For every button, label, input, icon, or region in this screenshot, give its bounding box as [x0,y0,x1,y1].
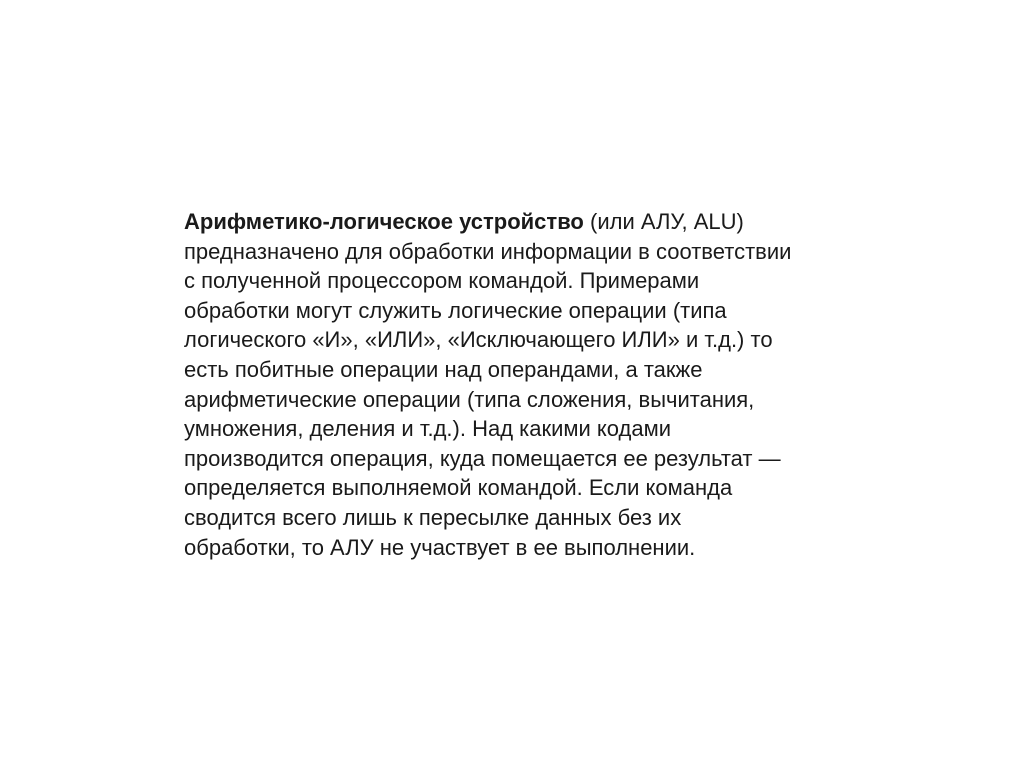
paragraph-line-1 [184,207,864,237]
paragraph-line-7: арифметические операции (типа сложения, вычитания, [184,386,755,412]
term-aside: (или АЛУ, ALU) [583,209,744,234]
paragraph-line-5: логического «И», «ИЛИ», «Исключающего ИЛИ» и т.д.) то [184,327,773,353]
paragraph-line-2: предназначено для обработки информации в соответствии [184,238,792,264]
paragraph-line-9: производится операция, куда помещается ее результат — [184,445,781,471]
alu-definition-paragraph [184,207,864,562]
paragraph-line-3: с полученной процессором командой. Примерами [184,268,700,294]
defined-term: Арифметико-логическое устройство [184,209,584,234]
paragraph-line-11: сводится всего лишь к пересылке данных без их [184,504,682,530]
paragraph-line-8: умножения, деления и т.д.). Над какими кодами [184,416,672,442]
paragraph-line-12: обработки, то АЛУ не участвует в ее выполнении. [184,534,696,560]
paragraph-line-6: есть побитные операции над операндами, а также [184,356,703,382]
paragraph-line-10: определяется выполняемой командой. Если команда [184,475,733,501]
paragraph-line-4: обработки могут служить логические операции (типа [184,297,727,323]
